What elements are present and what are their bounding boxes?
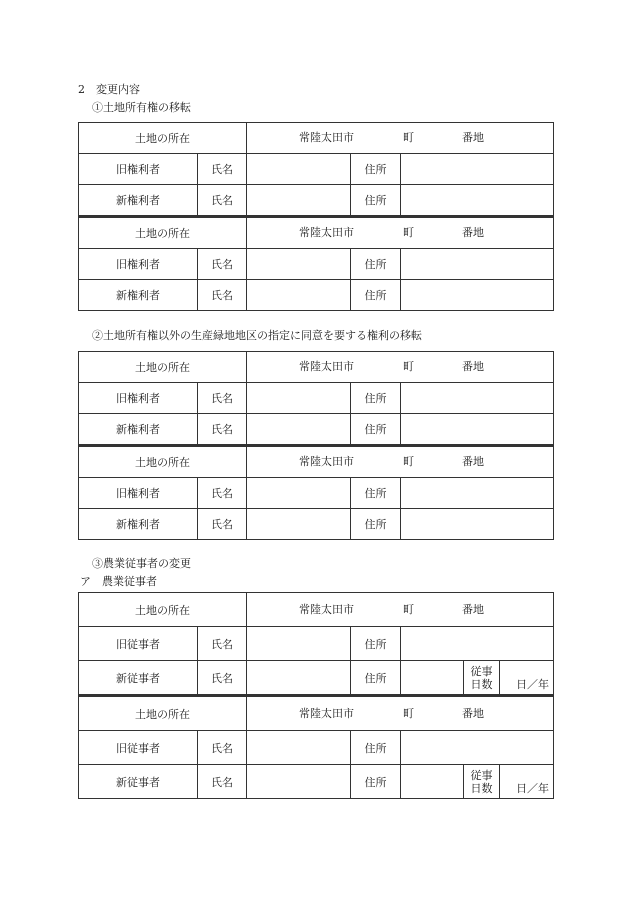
address-field[interactable] [401, 478, 554, 509]
address-field[interactable] [401, 627, 554, 661]
name-field[interactable] [247, 478, 351, 509]
old-holder-label: 旧権利者 [79, 249, 198, 280]
lot-label: 番地 [462, 131, 484, 144]
new-holder-label: 新権利者 [79, 509, 198, 540]
address-field[interactable] [401, 185, 554, 216]
land-location-value [247, 446, 554, 478]
form-other-rights-transfer [78, 351, 553, 540]
new-holder-label: 新権利者 [79, 414, 198, 445]
land-location-value [247, 696, 554, 731]
town-label: 町 [403, 707, 414, 720]
name-label: 氏名 [198, 627, 247, 661]
name-field[interactable] [247, 731, 351, 765]
name-field[interactable] [247, 627, 351, 661]
subsection-farm-worker-change: ③農業従事者の変更 [92, 557, 191, 570]
address-field[interactable] [401, 154, 554, 185]
address-field[interactable] [401, 765, 464, 799]
name-label: 氏名 [198, 661, 247, 695]
section-title: 2 変更内容 [78, 83, 140, 96]
town-label: 町 [403, 360, 414, 373]
work-days-label: 従事 日数 [464, 661, 500, 695]
name-field[interactable] [247, 280, 351, 311]
address-label: 住所 [351, 383, 401, 414]
new-worker-label: 新従事者 [79, 765, 198, 799]
old-holder-label: 旧権利者 [79, 478, 198, 509]
city-label: 常陸太田市 [299, 603, 354, 616]
name-field[interactable] [247, 154, 351, 185]
old-worker-label: 旧従事者 [79, 627, 198, 661]
land-location-label: 土地の所在 [79, 123, 247, 154]
address-label: 住所 [351, 627, 401, 661]
new-holder-label: 新権利者 [79, 185, 198, 216]
city-label: 常陸太田市 [299, 707, 354, 720]
land-location-label: 土地の所在 [79, 352, 247, 383]
name-field[interactable] [247, 765, 351, 799]
address-label: 住所 [351, 765, 401, 799]
address-label: 住所 [351, 280, 401, 311]
days-unit-label: 日／年 [516, 677, 550, 691]
subsection-land-ownership: ①土地所有権の移転 [92, 101, 191, 114]
subsection-farm-worker: ア 農業従事者 [80, 575, 157, 588]
address-field[interactable] [401, 249, 554, 280]
town-label: 町 [403, 131, 414, 144]
name-label: 氏名 [198, 154, 247, 185]
land-location-label: 土地の所在 [79, 696, 247, 731]
lot-label: 番地 [462, 360, 484, 373]
land-location-value [247, 217, 554, 249]
land-location-label: 土地の所在 [79, 593, 247, 627]
address-label: 住所 [351, 249, 401, 280]
name-label: 氏名 [198, 280, 247, 311]
address-label: 住所 [351, 414, 401, 445]
land-location-label: 土地の所在 [79, 446, 247, 478]
address-field[interactable] [401, 280, 554, 311]
form-land-ownership-transfer [78, 122, 553, 311]
address-label: 住所 [351, 154, 401, 185]
name-label: 氏名 [198, 509, 247, 540]
work-days-field[interactable] [500, 661, 554, 695]
name-field[interactable] [247, 249, 351, 280]
work-days-label: 従事 日数 [464, 765, 500, 799]
old-worker-label: 旧従事者 [79, 731, 198, 765]
lot-label: 番地 [462, 226, 484, 239]
name-field[interactable] [247, 509, 351, 540]
name-label: 氏名 [198, 383, 247, 414]
name-label: 氏名 [198, 185, 247, 216]
address-field[interactable] [401, 661, 464, 695]
form-farm-worker-change [78, 592, 553, 799]
name-field[interactable] [247, 414, 351, 445]
name-label: 氏名 [198, 249, 247, 280]
new-worker-label: 新従事者 [79, 661, 198, 695]
new-holder-label: 新権利者 [79, 280, 198, 311]
old-holder-label: 旧権利者 [79, 383, 198, 414]
old-holder-label: 旧権利者 [79, 154, 198, 185]
days-unit-label: 日／年 [516, 781, 550, 795]
address-label: 住所 [351, 731, 401, 765]
address-label: 住所 [351, 509, 401, 540]
name-label: 氏名 [198, 414, 247, 445]
address-field[interactable] [401, 414, 554, 445]
name-label: 氏名 [198, 731, 247, 765]
name-field[interactable] [247, 383, 351, 414]
address-field[interactable] [401, 731, 554, 765]
town-label: 町 [403, 455, 414, 468]
name-field[interactable] [247, 185, 351, 216]
name-label: 氏名 [198, 478, 247, 509]
lot-label: 番地 [462, 455, 484, 468]
city-label: 常陸太田市 [299, 360, 354, 373]
name-field[interactable] [247, 661, 351, 695]
land-location-value [247, 593, 554, 627]
address-field[interactable] [401, 509, 554, 540]
land-location-label: 土地の所在 [79, 217, 247, 249]
name-label: 氏名 [198, 765, 247, 799]
work-days-field[interactable] [500, 765, 554, 799]
city-label: 常陸太田市 [299, 226, 354, 239]
address-label: 住所 [351, 661, 401, 695]
address-label: 住所 [351, 185, 401, 216]
city-label: 常陸太田市 [299, 131, 354, 144]
subsection-other-rights: ②土地所有権以外の生産緑地地区の指定に同意を要する権利の移転 [92, 329, 422, 342]
address-label: 住所 [351, 478, 401, 509]
lot-label: 番地 [462, 707, 484, 720]
land-location-value [247, 123, 554, 154]
town-label: 町 [403, 603, 414, 616]
address-field[interactable] [401, 383, 554, 414]
city-label: 常陸太田市 [299, 455, 354, 468]
land-location-value [247, 352, 554, 383]
town-label: 町 [403, 226, 414, 239]
lot-label: 番地 [462, 603, 484, 616]
